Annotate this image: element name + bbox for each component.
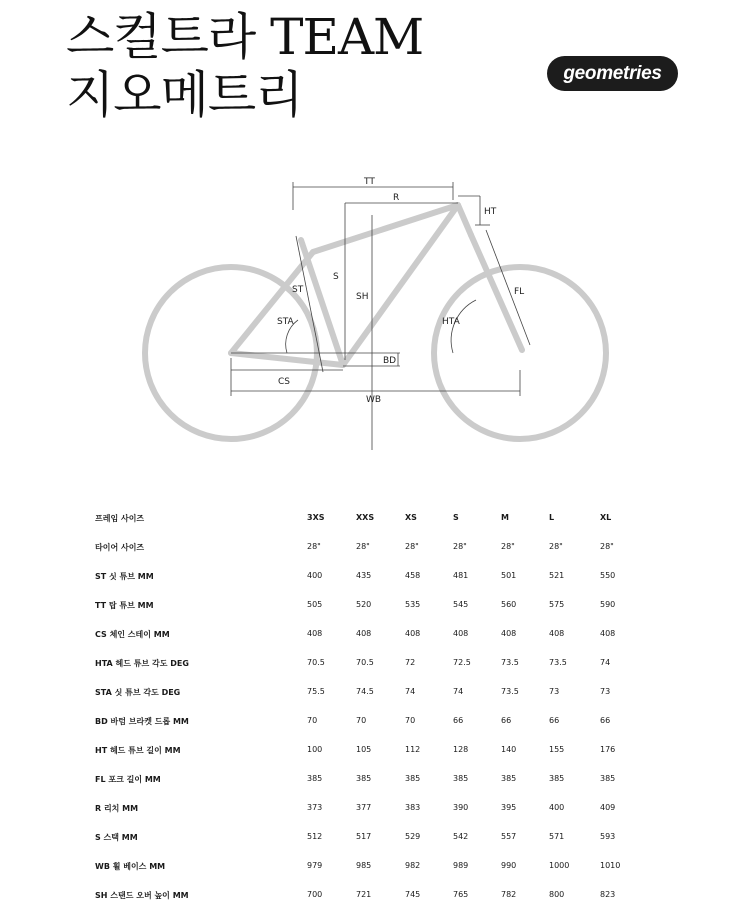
label-r: R [393, 193, 400, 203]
title-line-1: 스컬트라 TEAM [66, 8, 424, 66]
label-hta: HTA [442, 317, 460, 327]
label-s: S [333, 272, 339, 282]
table-cell: 745 [405, 890, 421, 899]
geometries-badge: geometries [547, 56, 678, 91]
table-cell: 70 [405, 716, 416, 725]
table-cell: 385 [356, 774, 372, 783]
table-cell: 72.5 [453, 658, 471, 667]
table-cell: 28" [453, 542, 467, 551]
table-row [0, 737, 750, 766]
table-cell: 73.5 [549, 658, 567, 667]
table-cell: 408 [405, 629, 421, 638]
table-row [0, 795, 750, 824]
table-cell: 390 [453, 803, 469, 812]
table-cell: 535 [405, 600, 421, 609]
table-cell: 66 [453, 716, 464, 725]
table-cell: 74 [453, 687, 464, 696]
table-cell: 140 [501, 745, 517, 754]
row-label: CS 체인 스테이 MM [95, 630, 170, 639]
table-cell: 105 [356, 745, 372, 754]
row-label: TT 탑 튜브 MM [95, 601, 154, 610]
table-cell: 176 [600, 745, 616, 754]
table-cell: 1010 [600, 861, 621, 870]
table-cell: 400 [549, 803, 565, 812]
table-header-row [0, 505, 750, 534]
table-cell: 512 [307, 832, 323, 841]
table-cell: 700 [307, 890, 323, 899]
table-cell: 383 [405, 803, 421, 812]
table-row [0, 882, 750, 911]
table-cell: 435 [356, 571, 372, 580]
size-header: XL [600, 513, 612, 522]
table-cell: 66 [501, 716, 512, 725]
table-cell: 982 [405, 861, 421, 870]
table-cell: 550 [600, 571, 616, 580]
table-cell: 409 [600, 803, 616, 812]
table-row [0, 766, 750, 795]
table-cell: 70.5 [307, 658, 325, 667]
table-cell: 385 [549, 774, 565, 783]
table-cell: 377 [356, 803, 372, 812]
table-row [0, 679, 750, 708]
table-cell: 73.5 [501, 658, 519, 667]
row-label: STA 싯 튜브 각도 DEG [95, 688, 181, 697]
table-cell: 990 [501, 861, 517, 870]
table-cell: 593 [600, 832, 616, 841]
label-wb: WB [366, 395, 382, 405]
row-label: HT 헤드 튜브 길이 MM [95, 746, 181, 755]
label-bd: BD [383, 356, 397, 366]
table-cell: 542 [453, 832, 469, 841]
table-cell: 408 [356, 629, 372, 638]
table-cell: 385 [453, 774, 469, 783]
size-header: 3XS [307, 513, 325, 522]
table-cell: 985 [356, 861, 372, 870]
size-header: XXS [356, 513, 375, 522]
table-cell: 112 [405, 745, 421, 754]
table-row [0, 563, 750, 592]
size-header: XS [405, 513, 417, 522]
table-cell: 385 [501, 774, 517, 783]
size-header: S [453, 513, 459, 522]
bike-frame [231, 205, 525, 365]
table-cell: 408 [453, 629, 469, 638]
table-cell: 373 [307, 803, 323, 812]
table-cell: 545 [453, 600, 469, 609]
table-cell: 70 [307, 716, 318, 725]
table-cell: 481 [453, 571, 469, 580]
size-header: M [501, 513, 509, 522]
table-cell: 517 [356, 832, 372, 841]
row-label: R 리치 MM [95, 804, 139, 813]
table-cell: 73 [549, 687, 560, 696]
table-row [0, 621, 750, 650]
row-label: HTA 헤드 튜브 각도 DEG [95, 659, 189, 668]
row-label: WB 휠 베이스 MM [95, 862, 166, 871]
label-cs: CS [278, 377, 290, 387]
table-cell: 505 [307, 600, 323, 609]
table-cell: 28" [501, 542, 515, 551]
table-cell: 520 [356, 600, 372, 609]
row-label: 프레임 사이즈 [95, 514, 145, 523]
table-cell: 70.5 [356, 658, 374, 667]
table-cell: 721 [356, 890, 372, 899]
table-cell: 155 [549, 745, 565, 754]
label-sta: STA [277, 317, 294, 327]
row-label: BD 바텀 브라켓 드롭 MM [95, 717, 189, 726]
table-cell: 823 [600, 890, 616, 899]
table-row [0, 853, 750, 882]
table-cell: 28" [405, 542, 419, 551]
table-cell: 765 [453, 890, 469, 899]
table-row [0, 650, 750, 679]
table-cell: 74 [405, 687, 416, 696]
table-cell: 408 [600, 629, 616, 638]
label-ht: HT [484, 207, 497, 217]
table-cell: 979 [307, 861, 323, 870]
table-cell: 408 [501, 629, 517, 638]
table-cell: 560 [501, 600, 517, 609]
table-cell: 408 [307, 629, 323, 638]
label-tt: TT [364, 177, 375, 187]
row-label: FL 포크 길이 MM [95, 775, 161, 784]
table-cell: 557 [501, 832, 517, 841]
table-cell: 989 [453, 861, 469, 870]
table-cell: 28" [549, 542, 563, 551]
table-cell: 575 [549, 600, 565, 609]
table-cell: 73 [600, 687, 611, 696]
table-cell: 100 [307, 745, 323, 754]
table-cell: 400 [307, 571, 323, 580]
table-cell: 1000 [549, 861, 570, 870]
size-header: L [549, 513, 555, 522]
table-cell: 395 [501, 803, 517, 812]
label-sh: SH [356, 292, 369, 302]
table-row [0, 534, 750, 563]
row-label: ST 싯 튜브 MM [95, 572, 154, 581]
table-cell: 385 [600, 774, 616, 783]
table-cell: 521 [549, 571, 565, 580]
table-cell: 66 [600, 716, 611, 725]
table-row [0, 708, 750, 737]
row-label: S 스택 MM [95, 833, 138, 842]
label-st: ST [292, 285, 304, 295]
table-cell: 128 [453, 745, 469, 754]
table-cell: 590 [600, 600, 616, 609]
table-cell: 385 [405, 774, 421, 783]
title-line-2: 지오메트리 [66, 66, 303, 124]
table-row [0, 592, 750, 621]
table-cell: 28" [356, 542, 370, 551]
table-cell: 501 [501, 571, 517, 580]
table-cell: 800 [549, 890, 565, 899]
table-cell: 66 [549, 716, 560, 725]
table-cell: 385 [307, 774, 323, 783]
table-cell: 28" [600, 542, 614, 551]
table-row [0, 824, 750, 853]
table-cell: 75.5 [307, 687, 325, 696]
table-cell: 74 [600, 658, 611, 667]
table-cell: 28" [307, 542, 321, 551]
table-cell: 782 [501, 890, 517, 899]
table-cell: 70 [356, 716, 367, 725]
table-cell: 73.5 [501, 687, 519, 696]
row-label: SH 스탠드 오버 높이 MM [95, 891, 189, 900]
row-label: 타이어 사이즈 [95, 543, 145, 552]
table-cell: 458 [405, 571, 421, 580]
table-cell: 529 [405, 832, 421, 841]
label-fl: FL [514, 287, 525, 297]
table-cell: 571 [549, 832, 565, 841]
table-cell: 74.5 [356, 687, 374, 696]
table-cell: 408 [549, 629, 565, 638]
table-cell: 72 [405, 658, 416, 667]
